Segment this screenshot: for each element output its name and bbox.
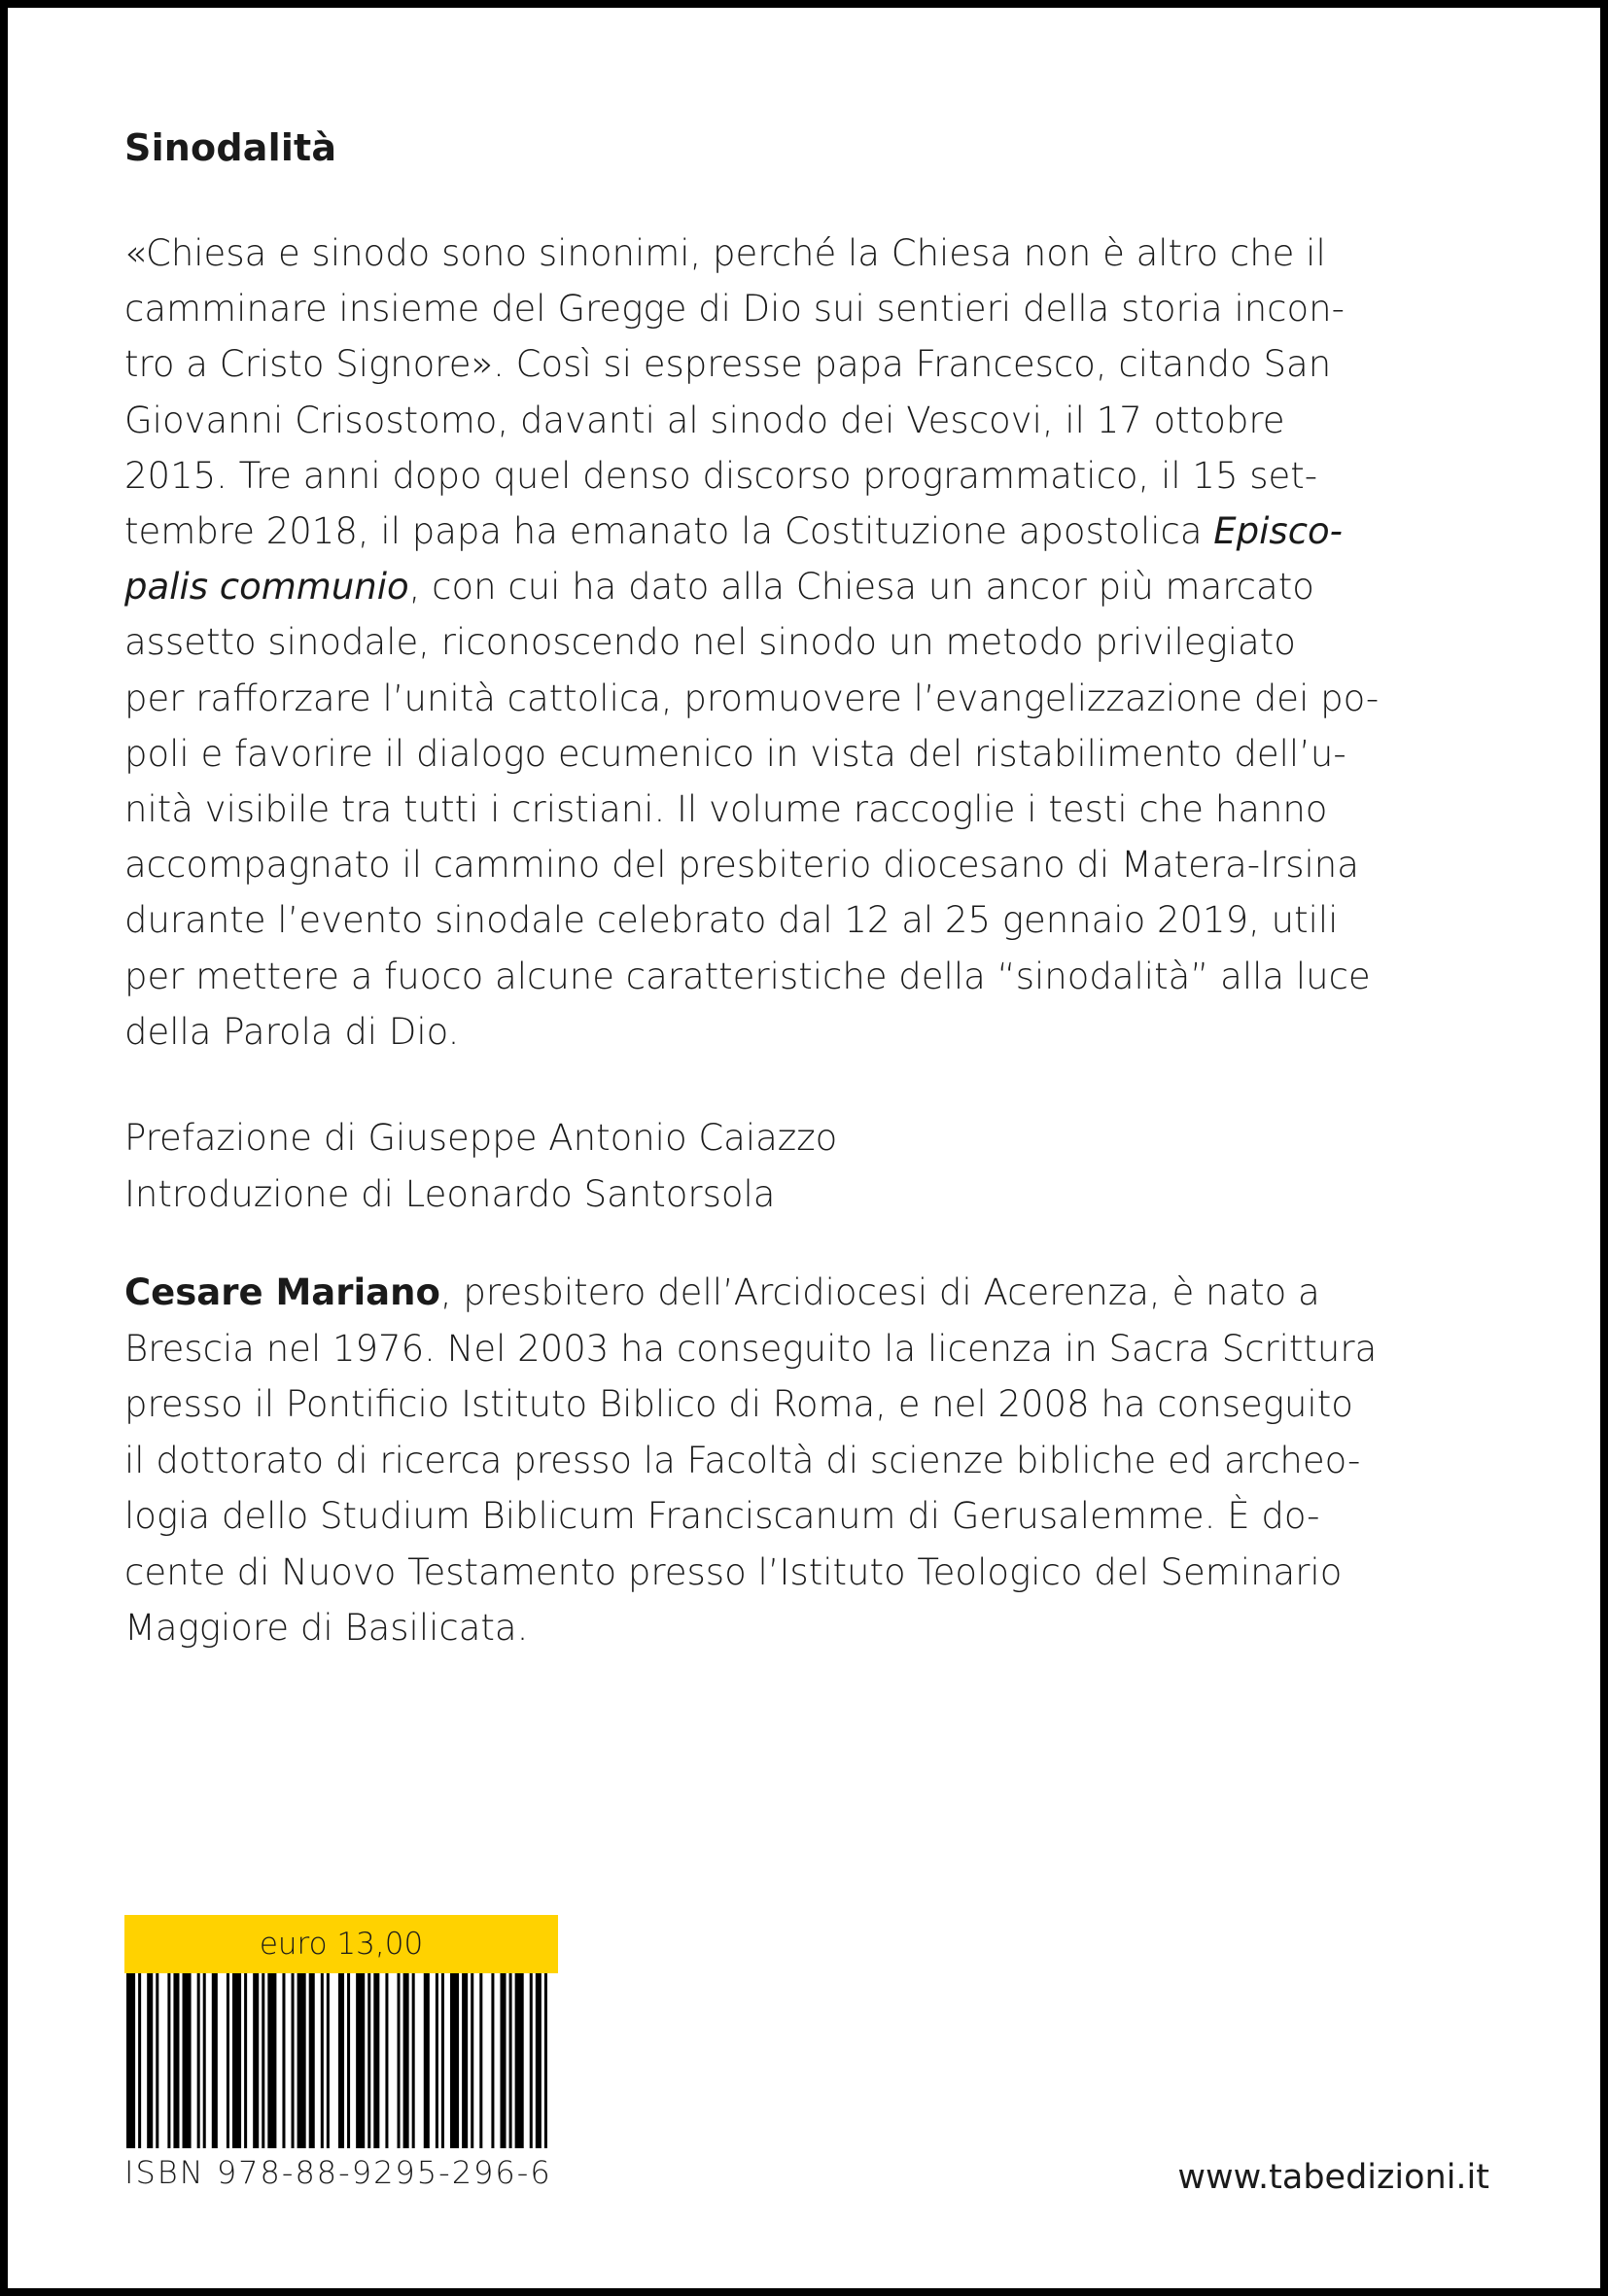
barcode-bar [173, 1973, 179, 2148]
barcode-bar [244, 1973, 247, 2148]
barcode-bar [530, 1973, 533, 2148]
bio-line: Maggiore di Basilicata. [124, 1607, 529, 1649]
description-line [124, 559, 1505, 614]
barcode-bar [436, 1973, 438, 2148]
barcode-bar [297, 1973, 306, 2148]
bio-line: presso il Pontificio Istituto Biblico di Roma, e nel 2008 ha conseguito [124, 1383, 1353, 1425]
description-line: accompagnato il cammino del presbiterio diocesano di Matera-Irsina [124, 844, 1359, 887]
barcode-bar [292, 1973, 295, 2148]
description-line: «Chiesa e sinodo sono sinonimi, perché la Chiesa non è altro che il [124, 232, 1326, 274]
description-line: camminare insieme del Gregge di Dio sui sentieri della storia incon- [124, 288, 1345, 330]
description-line: della Parola di Dio. [124, 1010, 460, 1053]
barcode-bar [138, 1973, 141, 2148]
barcode-bar [309, 1973, 315, 2148]
barcode-bar [282, 1973, 285, 2148]
barcode-bar [262, 1973, 264, 2148]
preface-credit: Prefazione di Giuseppe Antonio Caiazzo [124, 1117, 838, 1159]
barcode-bar [491, 1973, 494, 2148]
barcode-bar [515, 1973, 524, 2148]
document-title-italic: palis communio [124, 566, 409, 609]
barcode-bar [367, 1973, 370, 2148]
barcode-bar [385, 1973, 388, 2148]
barcode-bar [536, 1973, 542, 2148]
book-description [124, 226, 1505, 1060]
barcode-bar [338, 1973, 344, 2148]
author-name: Cesare Mariano [124, 1271, 440, 1313]
description-line: assetto sinodale, riconoscendo nel sinodo un metodo privilegiato [124, 621, 1296, 664]
barcode-bar [471, 1973, 473, 2148]
book-credits [124, 1110, 837, 1223]
barcode-bar [479, 1973, 482, 2148]
book-title: Sinodalità [124, 126, 337, 169]
bio-line: il dottorato di ricerca presso la Facoltà di scienze bibliche ed archeo- [124, 1439, 1361, 1481]
description-line: tro a Cristo Signore». Così si espresse papa Francesco, citando San [124, 343, 1332, 386]
barcode-bar [424, 1973, 430, 2148]
author-bio [124, 1265, 1505, 1656]
barcode-bar [544, 1973, 547, 2148]
barcode-icon [124, 1973, 558, 2148]
barcode-bar [441, 1973, 444, 2148]
bio-line: Brescia nel 1976. Nel 2003 ha conseguito la licenza in Sacra Scrittura [124, 1327, 1378, 1370]
barcode-bar [232, 1973, 241, 2148]
description-line: Giovanni Crisostomo, davanti al sinodo dei Vescovi, il 17 ottobre [124, 399, 1285, 441]
bio-text: , presbitero dell’Arcidiocesi di Acerenza, è nato a [439, 1271, 1320, 1313]
barcode-bar [156, 1973, 158, 2148]
barcode-bar [327, 1973, 330, 2148]
bio-line: cente di Nuovo Testamento presso l’Istituto Teologico del Seminario [124, 1550, 1343, 1593]
bio-line: logia dello Studium Biblicum Franciscanum di Gerusalemme. È do- [124, 1495, 1320, 1537]
description-text: tembre 2018, il papa ha emanato la Costituzione apostolica [124, 510, 1214, 553]
barcode-bar [203, 1973, 206, 2148]
barcode-bar [183, 1973, 192, 2148]
price-label: euro 13,00 [124, 1915, 558, 1973]
barcode-bar [509, 1973, 512, 2148]
description-line: poli e favorire il dialogo ecumenico in vista del ristabilimento dell’u- [124, 732, 1346, 775]
barcode-bar [167, 1973, 170, 2148]
barcode-bar [197, 1973, 200, 2148]
barcode-bar [450, 1973, 459, 2148]
barcode-bar [321, 1973, 324, 2148]
barcode-bar [212, 1973, 218, 2148]
publisher-website: www.tabedizioni.it [1177, 2158, 1489, 2197]
barcode-bar [462, 1973, 468, 2148]
barcode-bar [373, 1973, 379, 2148]
barcode-bar [403, 1973, 409, 2148]
introduction-credit: Introduzione di Leonardo Santorsola [124, 1173, 776, 1215]
barcode-bar [500, 1973, 506, 2148]
barcode-bar [356, 1973, 365, 2148]
barcode-bar [227, 1973, 229, 2148]
barcode-bar [267, 1973, 276, 2148]
description-text: , con cui ha dato alla Chiesa un ancor più marcato [408, 566, 1314, 609]
barcode-bar [147, 1973, 153, 2148]
barcode-bar [253, 1973, 259, 2148]
description-line [124, 504, 1505, 559]
document-title-italic: Episco- [1213, 510, 1344, 553]
bio-line [124, 1265, 1505, 1321]
description-line: per rafforzare l’unità cattolica, promuovere l’evangelizzazione dei po- [124, 677, 1380, 719]
description-line: nità visibile tra tutti i cristiani. Il volume raccoglie i testi che hanno [124, 788, 1328, 831]
description-line: per mettere a fuoco alcune caratteristiche della “sinodalità” alla luce [124, 955, 1371, 997]
isbn-number: ISBN 978-88-9295-296-6 [124, 2154, 552, 2191]
barcode-bar [347, 1973, 350, 2148]
description-line: 2015. Tre anni dopo quel denso discorso programmatico, il 15 set- [124, 454, 1318, 497]
barcode-bar [412, 1973, 415, 2148]
barcode-bar [398, 1973, 401, 2148]
description-line: durante l’evento sinodale celebrato dal 12 al 25 gennaio 2019, utili [124, 899, 1339, 942]
barcode-bar [126, 1973, 135, 2148]
